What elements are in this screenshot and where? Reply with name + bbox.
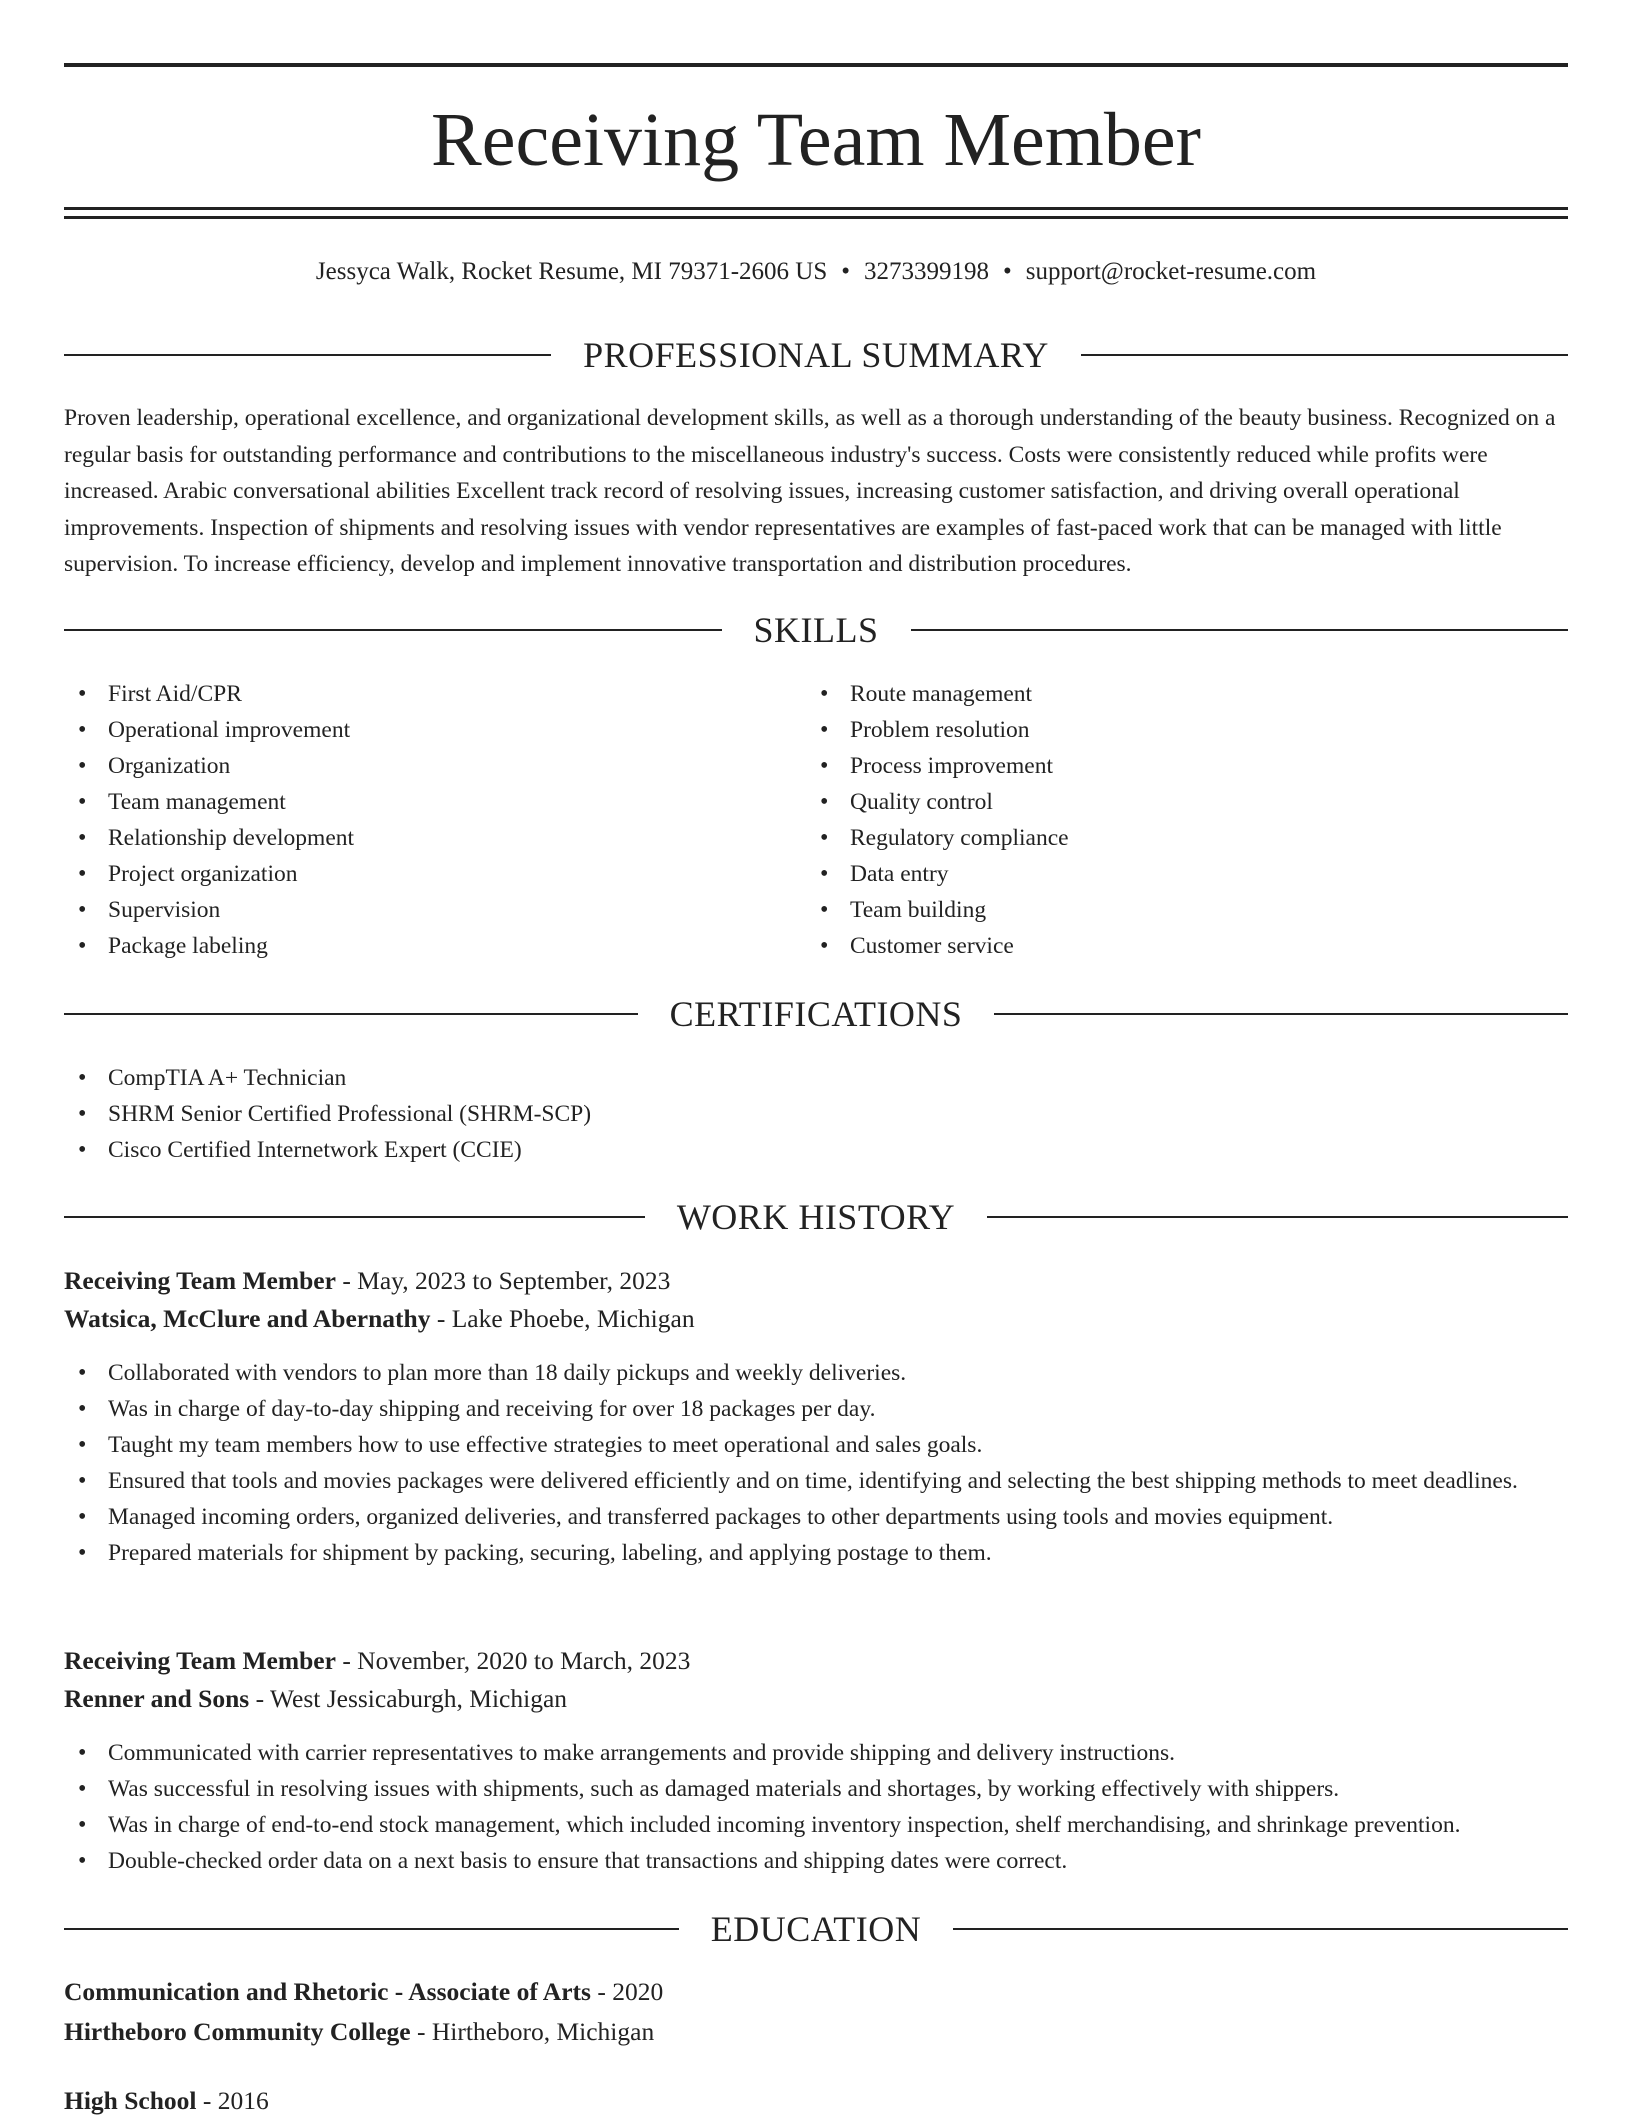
section-rule <box>1081 354 1568 356</box>
job-company: Watsica, McClure and Abernathy <box>64 1304 431 1333</box>
certification-item: • Cisco Certified Internetwork Expert (CCIE) <box>64 1132 1568 1168</box>
section-rule <box>64 1928 679 1930</box>
skills-list-right <box>806 676 1546 964</box>
job-bullet: • Taught my team members how to use effective strategies to meet operational and sales goals. <box>64 1427 1568 1463</box>
section-header-work <box>64 1192 1568 1242</box>
job-bullet: • Was in charge of day-to-day shipping and receiving for over 18 packages per day. <box>64 1391 1568 1427</box>
header-bottom-rule-2 <box>64 216 1568 219</box>
certification-item: • CompTIA A+ Technician <box>64 1060 1568 1096</box>
skill-item: • Operational improvement <box>64 712 804 748</box>
education-school: Hirtheboro Community College <box>64 2017 411 2046</box>
skill-item: • Process improvement <box>806 748 1546 784</box>
job-title: Receiving Team Member <box>64 1646 336 1675</box>
skill-item: • Package labeling <box>64 928 804 964</box>
section-header-education <box>64 1904 1568 1954</box>
section-title: SKILLS <box>753 610 879 650</box>
job-bullet: • Double-checked order data on a next basis to ensure that transactions and shipping dates were correct. <box>64 1843 1568 1879</box>
skill-item: • Relationship development <box>64 820 804 856</box>
section-header-skills <box>64 605 1568 655</box>
contact-email: support@rocket-resume.com <box>1025 258 1317 285</box>
header-bottom-rule <box>64 207 1568 210</box>
section-rule <box>64 1216 645 1218</box>
header-top-rule <box>64 63 1568 67</box>
job-bullets <box>64 1735 1568 1879</box>
job-location: - West Jessicaburgh, Michigan <box>255 1684 568 1713</box>
section-title: PROFESSIONAL SUMMARY <box>583 335 1049 375</box>
skill-item: • Quality control <box>806 784 1546 820</box>
section-title: CERTIFICATIONS <box>669 994 963 1034</box>
skill-item: • Regulatory compliance <box>806 820 1546 856</box>
section-title: EDUCATION <box>710 1909 922 1949</box>
job-title-line <box>64 1262 1568 1300</box>
skill-item: • First Aid/CPR <box>64 676 804 712</box>
certification-item: • SHRM Senior Certified Professional (SHRM-SCP) <box>64 1096 1568 1132</box>
certifications-list <box>64 1060 1568 1168</box>
job-company-line <box>64 1300 1568 1338</box>
job-title-line <box>64 1642 1568 1680</box>
education-degree: High School <box>64 2086 197 2115</box>
job-company-line <box>64 1680 1568 1718</box>
job-dates: - May, 2023 to September, 2023 <box>342 1266 671 1295</box>
section-rule <box>911 629 1569 631</box>
skill-item: • Organization <box>64 748 804 784</box>
skill-item: • Route management <box>806 676 1546 712</box>
section-rule <box>953 1928 1568 1930</box>
education-year: - 2016 <box>202 2086 269 2115</box>
education-location: - Hirtheboro, Michigan <box>416 2017 655 2046</box>
skill-item: • Customer service <box>806 928 1546 964</box>
job-bullet: • Communicated with carrier representatives to make arrangements and provide shipping and delivery instructions. <box>64 1735 1568 1771</box>
skill-item: • Team building <box>806 892 1546 928</box>
education-school-line <box>64 2013 1568 2051</box>
skill-item: • Data entry <box>806 856 1546 892</box>
resume-title: Receiving Team Member <box>431 98 1201 182</box>
job-bullet: • Was in charge of end-to-end stock management, which included incoming inventory inspection, shelf merchandising, and shrinkage prevention. <box>64 1807 1568 1843</box>
section-title: WORK HISTORY <box>676 1197 956 1237</box>
contact-address: Jessyca Walk, Rocket Resume, MI 79371-2606 US <box>315 258 828 285</box>
job-bullets <box>64 1355 1568 1571</box>
skill-item: • Problem resolution <box>806 712 1546 748</box>
education-degree-line <box>64 1973 1568 2011</box>
contact-line <box>64 255 1568 289</box>
section-rule <box>64 354 551 356</box>
job-company: Renner and Sons <box>64 1684 250 1713</box>
job-bullet: • Collaborated with vendors to plan more than 18 daily pickups and weekly deliveries. <box>64 1355 1568 1391</box>
education-year: - 2020 <box>597 1977 664 2006</box>
section-header-summary <box>64 330 1568 380</box>
job-dates: - November, 2020 to March, 2023 <box>342 1646 691 1675</box>
contact-separator: • <box>1003 258 1012 285</box>
skill-item: • Supervision <box>64 892 804 928</box>
section-rule <box>994 1013 1568 1015</box>
section-rule <box>987 1216 1568 1218</box>
contact-separator: • <box>841 258 851 285</box>
job-title: Receiving Team Member <box>64 1266 336 1295</box>
job-bullet: • Managed incoming orders, organized deliveries, and transferred packages to other departments using tools and movies equipment. <box>64 1499 1568 1535</box>
section-rule <box>64 629 722 631</box>
summary-text: Proven leadership, operational excellence, and organizational development skills, as well as a thorough understanding of the beauty business. Recognized on a regular basis for outstanding performance and contributions to the miscellaneous industry's success. Costs were consistently reduced while profits were increased. Arabic conversational abilities Excellent track record of resolving issues, increasing customer satisfaction, and driving overall operational improvements. Inspection of shipments and resolving issues with vendor representatives are examples of fast-paced work that can be managed with little supervision. To increase efficiency, develop and implement innovative transportation and distribution procedures. <box>64 405 1556 577</box>
job-bullet: • Prepared materials for shipment by packing, securing, labeling, and applying postage to them. <box>64 1535 1568 1571</box>
contact-phone: 3273399198 <box>864 258 990 285</box>
section-rule <box>64 1013 638 1015</box>
skill-item: • Team management <box>64 784 804 820</box>
job-bullet: • Was successful in resolving issues with shipments, such as damaged materials and shortages, by working effectively with shippers. <box>64 1771 1568 1807</box>
job-location: - Lake Phoebe, Michigan <box>436 1304 695 1333</box>
skills-list-left <box>64 676 804 964</box>
section-header-certifications <box>64 989 1568 1039</box>
skill-item: • Project organization <box>64 856 804 892</box>
education-degree: Communication and Rhetoric - Associate of Arts <box>64 1977 591 2006</box>
job-bullet: • Ensured that tools and movies packages were delivered efficiently and on time, identifying and selecting the best shipping methods to meet deadlines. <box>64 1463 1568 1499</box>
education-degree-line <box>64 2082 1568 2120</box>
